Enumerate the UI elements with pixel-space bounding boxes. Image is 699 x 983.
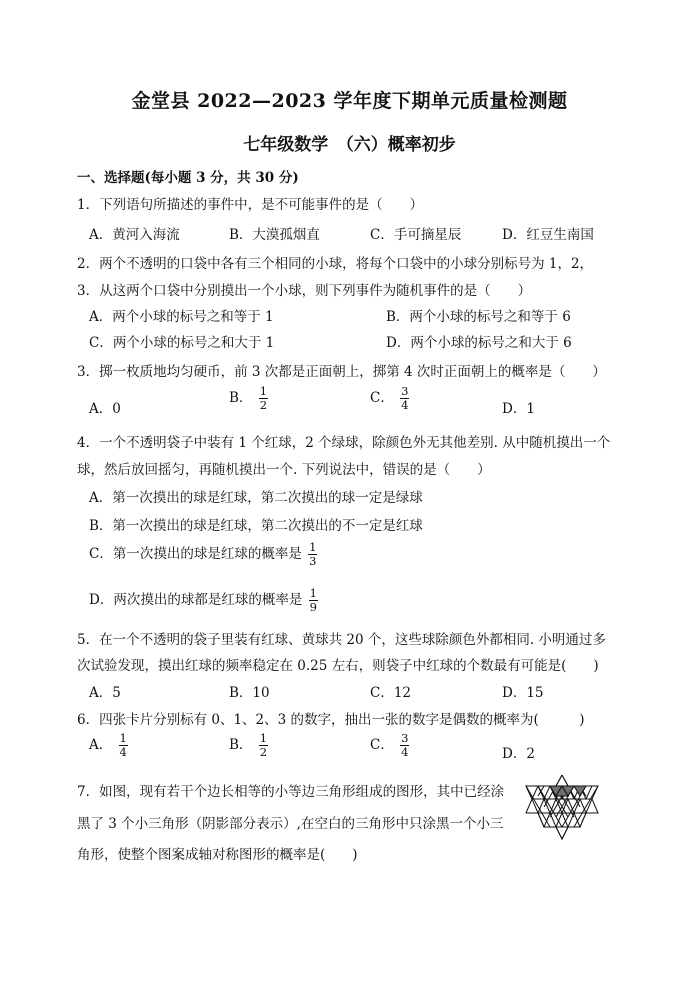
q2-option-c: C．两个小球的标号之和大于 1: [89, 335, 275, 351]
q7-line1: 7．如图，现有若干个边长相等的小等边三角形组成的图形，其中已经涂: [77, 784, 505, 800]
q4-option-b: B．第一次摸出的球是红球，第二次摸出的不一定是红球: [89, 518, 423, 534]
q6-option-c: [370, 733, 409, 758]
page-subtitle: 七年级数学 （六）概率初步: [243, 135, 456, 155]
q5-option-b: B．10: [229, 685, 270, 701]
q6-option-c-label: C．: [370, 737, 394, 753]
q3-option-b-label: B．: [229, 390, 253, 406]
q5-line2: 次试验发现，摸出红球的频率稳定在 0.25 左右，则袋子中红球的个数最有可能是( ): [77, 658, 599, 674]
fraction-denominator: 4: [119, 744, 127, 759]
fraction-numerator: 3: [401, 731, 409, 745]
section-heading: 一、选择题(每小题 3 分，共 30 分): [77, 170, 299, 186]
q6-option-b-label: B．: [229, 737, 253, 753]
fraction-numerator: 1: [309, 586, 317, 600]
q7-line2: 黑了 3 个小三角形（阴影部分表示）,在空白的三角形中只涂黑一个小三: [77, 816, 504, 832]
fraction-numerator: 1: [259, 384, 268, 398]
q1-text: 1．下列语句所描述的事件中，是不可能事件的是（ ）: [77, 197, 424, 213]
q6-option-b: [229, 733, 268, 758]
q4-line1: 4．一个不透明袋子中装有 1 个红球，2 个绿球，除颜色外无其他差别. 从中随机摸出一个: [77, 435, 611, 451]
q4-option-c-text: C．第一次摸出的球是红球的概率是: [89, 546, 302, 562]
q6-option-c-fraction: [400, 733, 409, 758]
q3-option-d: D．1: [502, 401, 535, 417]
q5-option-d: D．15: [502, 685, 544, 701]
q2-option-a: A．两个小球的标号之和等于 1: [89, 309, 274, 325]
q4-option-c: [89, 542, 317, 567]
fraction-denominator: 4: [401, 744, 409, 759]
q3-option-b: [229, 386, 268, 411]
q2-option-d: D．两个小球的标号之和大于 6: [386, 335, 572, 351]
q2-line2: 3．从这两个口袋中分别摸出一个小球，则下列事件为随机事件的是（ ）: [77, 283, 532, 299]
q1-option-b: B．大漠孤烟直: [229, 227, 320, 243]
fraction-denominator: 4: [401, 397, 409, 412]
q6-option-a-label: A．: [89, 737, 113, 753]
q4-line2: 球，然后放回摇匀，再随机摸出一个. 下列说法中，错误的是（ ）: [77, 462, 491, 478]
fraction-denominator: 2: [259, 744, 268, 759]
q6-option-a: [89, 733, 128, 758]
q1-option-d: D．红豆生南国: [502, 227, 594, 243]
q5-line1: 5．在一个不透明的袋子里装有红球、黄球共 20 个，这些球除颜色外都相同. 小明通过多: [77, 632, 606, 648]
q5-option-a: A．5: [89, 685, 121, 701]
q4-option-d: [89, 588, 318, 613]
fraction-denominator: 2: [259, 397, 268, 412]
q6-text: 6．四张卡片分别标有 0、1、2、3 的数字，抽出一张的数字是偶数的概率为( ): [77, 712, 585, 728]
q5-option-c: C．12: [370, 685, 412, 701]
q2-option-b: B．两个小球的标号之和等于 6: [386, 309, 571, 325]
q7-line3: 角形，使整个图案成轴对称图形的概率是( ): [77, 847, 358, 863]
q3-text: 3．掷一枚质地均匀硬币，前 3 次都是正面朝上，掷第 4 次时正面朝上的概率是（ ）: [77, 364, 606, 380]
fraction-denominator: 3: [309, 553, 317, 568]
fraction-numerator: 1: [259, 731, 268, 745]
q7-triangle-figure: [520, 775, 604, 851]
q1-option-a: A．黄河入海流: [89, 227, 180, 243]
q3-option-b-fraction: [259, 386, 268, 411]
q2-line1: 2．两个不透明的口袋中各有三个相同的小球，将每个口袋中的小球分别标号为 1，2，: [77, 256, 594, 272]
q3-option-a: A．0: [89, 401, 121, 417]
fraction-numerator: 1: [119, 731, 127, 745]
q6-option-a-fraction: [119, 733, 128, 758]
fraction-numerator: 3: [401, 384, 409, 398]
q4-option-d-text: D．两次摸出的球都是红球的概率是: [89, 592, 303, 608]
page-title: 金堂县 2022—2023 学年度下期单元质量检测题: [131, 90, 568, 112]
q3-option-c: [370, 386, 409, 411]
fraction-numerator: 1: [309, 540, 317, 554]
q4-option-d-fraction: [309, 588, 318, 613]
q3-option-c-fraction: [400, 386, 409, 411]
fraction-denominator: 9: [309, 599, 317, 614]
q6-option-d: D．2: [502, 746, 535, 762]
q3-option-c-label: C．: [370, 390, 394, 406]
q4-option-c-fraction: [308, 542, 317, 567]
q6-option-b-fraction: [259, 733, 268, 758]
q4-option-a: A．第一次摸出的球是红球，第二次摸出的球一定是绿球: [89, 490, 423, 506]
q1-option-c: C．手可摘星辰: [370, 227, 462, 243]
